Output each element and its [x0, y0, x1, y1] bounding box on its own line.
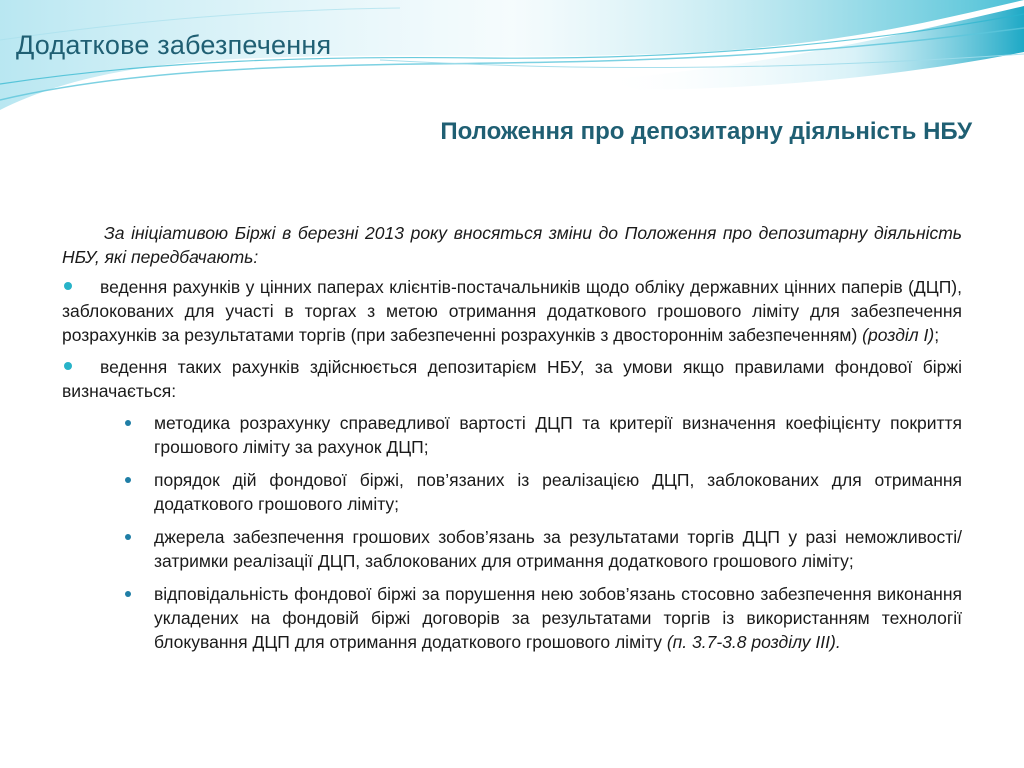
secondary-list [62, 411, 962, 654]
sub-list-item [62, 582, 962, 654]
bullet-dot-icon [64, 282, 72, 290]
primary-list [62, 275, 962, 654]
intro-paragraph: За ініціативою Біржі в березні 2013 року вносяться зміни до Положення про депозитарну діяльність НБУ, які передбачають: [62, 223, 962, 267]
sub-list-item [62, 468, 962, 516]
list-item-text: ведення таких рахунків здійснюється депозитарієм НБУ, за умови якщо правилами фондової біржі визначається: [62, 357, 962, 401]
list-item-text: ведення рахунків у цінних паперах клієнтів-постачальників щодо обліку державних цінних паперів (ДЦП), заблокованих для участі в торгах з метою отримання додаткового грошового ліміту для забезпечення розрахунків за результатами торгів (при забезпеченні розрахунків з двостороннім забезпеченням) [62, 277, 962, 345]
section-reference: (розділ І) [862, 325, 935, 345]
sub-list-item [62, 525, 962, 573]
sub-list-item-text: методика розрахунку справедливої вартості ДЦП та критерії визначення коефіцієнту покриття грошового ліміту за рахунок ДЦП; [154, 413, 962, 457]
sub-list-item [62, 411, 962, 459]
bullet-dot-icon [125, 420, 131, 426]
slide-subtitle: Положення про депозитарну діяльність НБУ [440, 118, 972, 145]
list-item-tail: ; [934, 325, 940, 345]
bullet-dot-icon [125, 534, 131, 540]
bullet-dot-icon [125, 591, 131, 597]
bullet-dot-icon [125, 477, 131, 483]
sub-list-item-text: порядок дій фондової біржі, пов’язаних із реалізацією ДЦП, заблокованих для отримання додаткового грошового ліміту; [154, 470, 962, 514]
bullet-dot-icon [64, 362, 72, 370]
slide-title: Додаткове забезпечення [16, 30, 332, 60]
sub-list-item-text: джерела забезпечення грошових зобов’язань за результатами торгів ДЦП у разі неможливості/затримки реалізації ДЦП, заблокованих для отримання додаткового грошового ліміту; [154, 527, 962, 571]
list-item [62, 275, 962, 347]
list-item [62, 355, 962, 654]
section-reference: (п. 3.7-3.8 розділу ІІІ). [666, 632, 841, 652]
sub-list-item-text: відповідальність фондової біржі за порушення нею зобов’язань стосовно забезпечення виконання укладених на фондовій біржі договорів за результатами торгів із використанням технології блокування ДЦП для отримання додаткового грошового ліміту [154, 584, 962, 652]
slide-body [62, 221, 962, 663]
